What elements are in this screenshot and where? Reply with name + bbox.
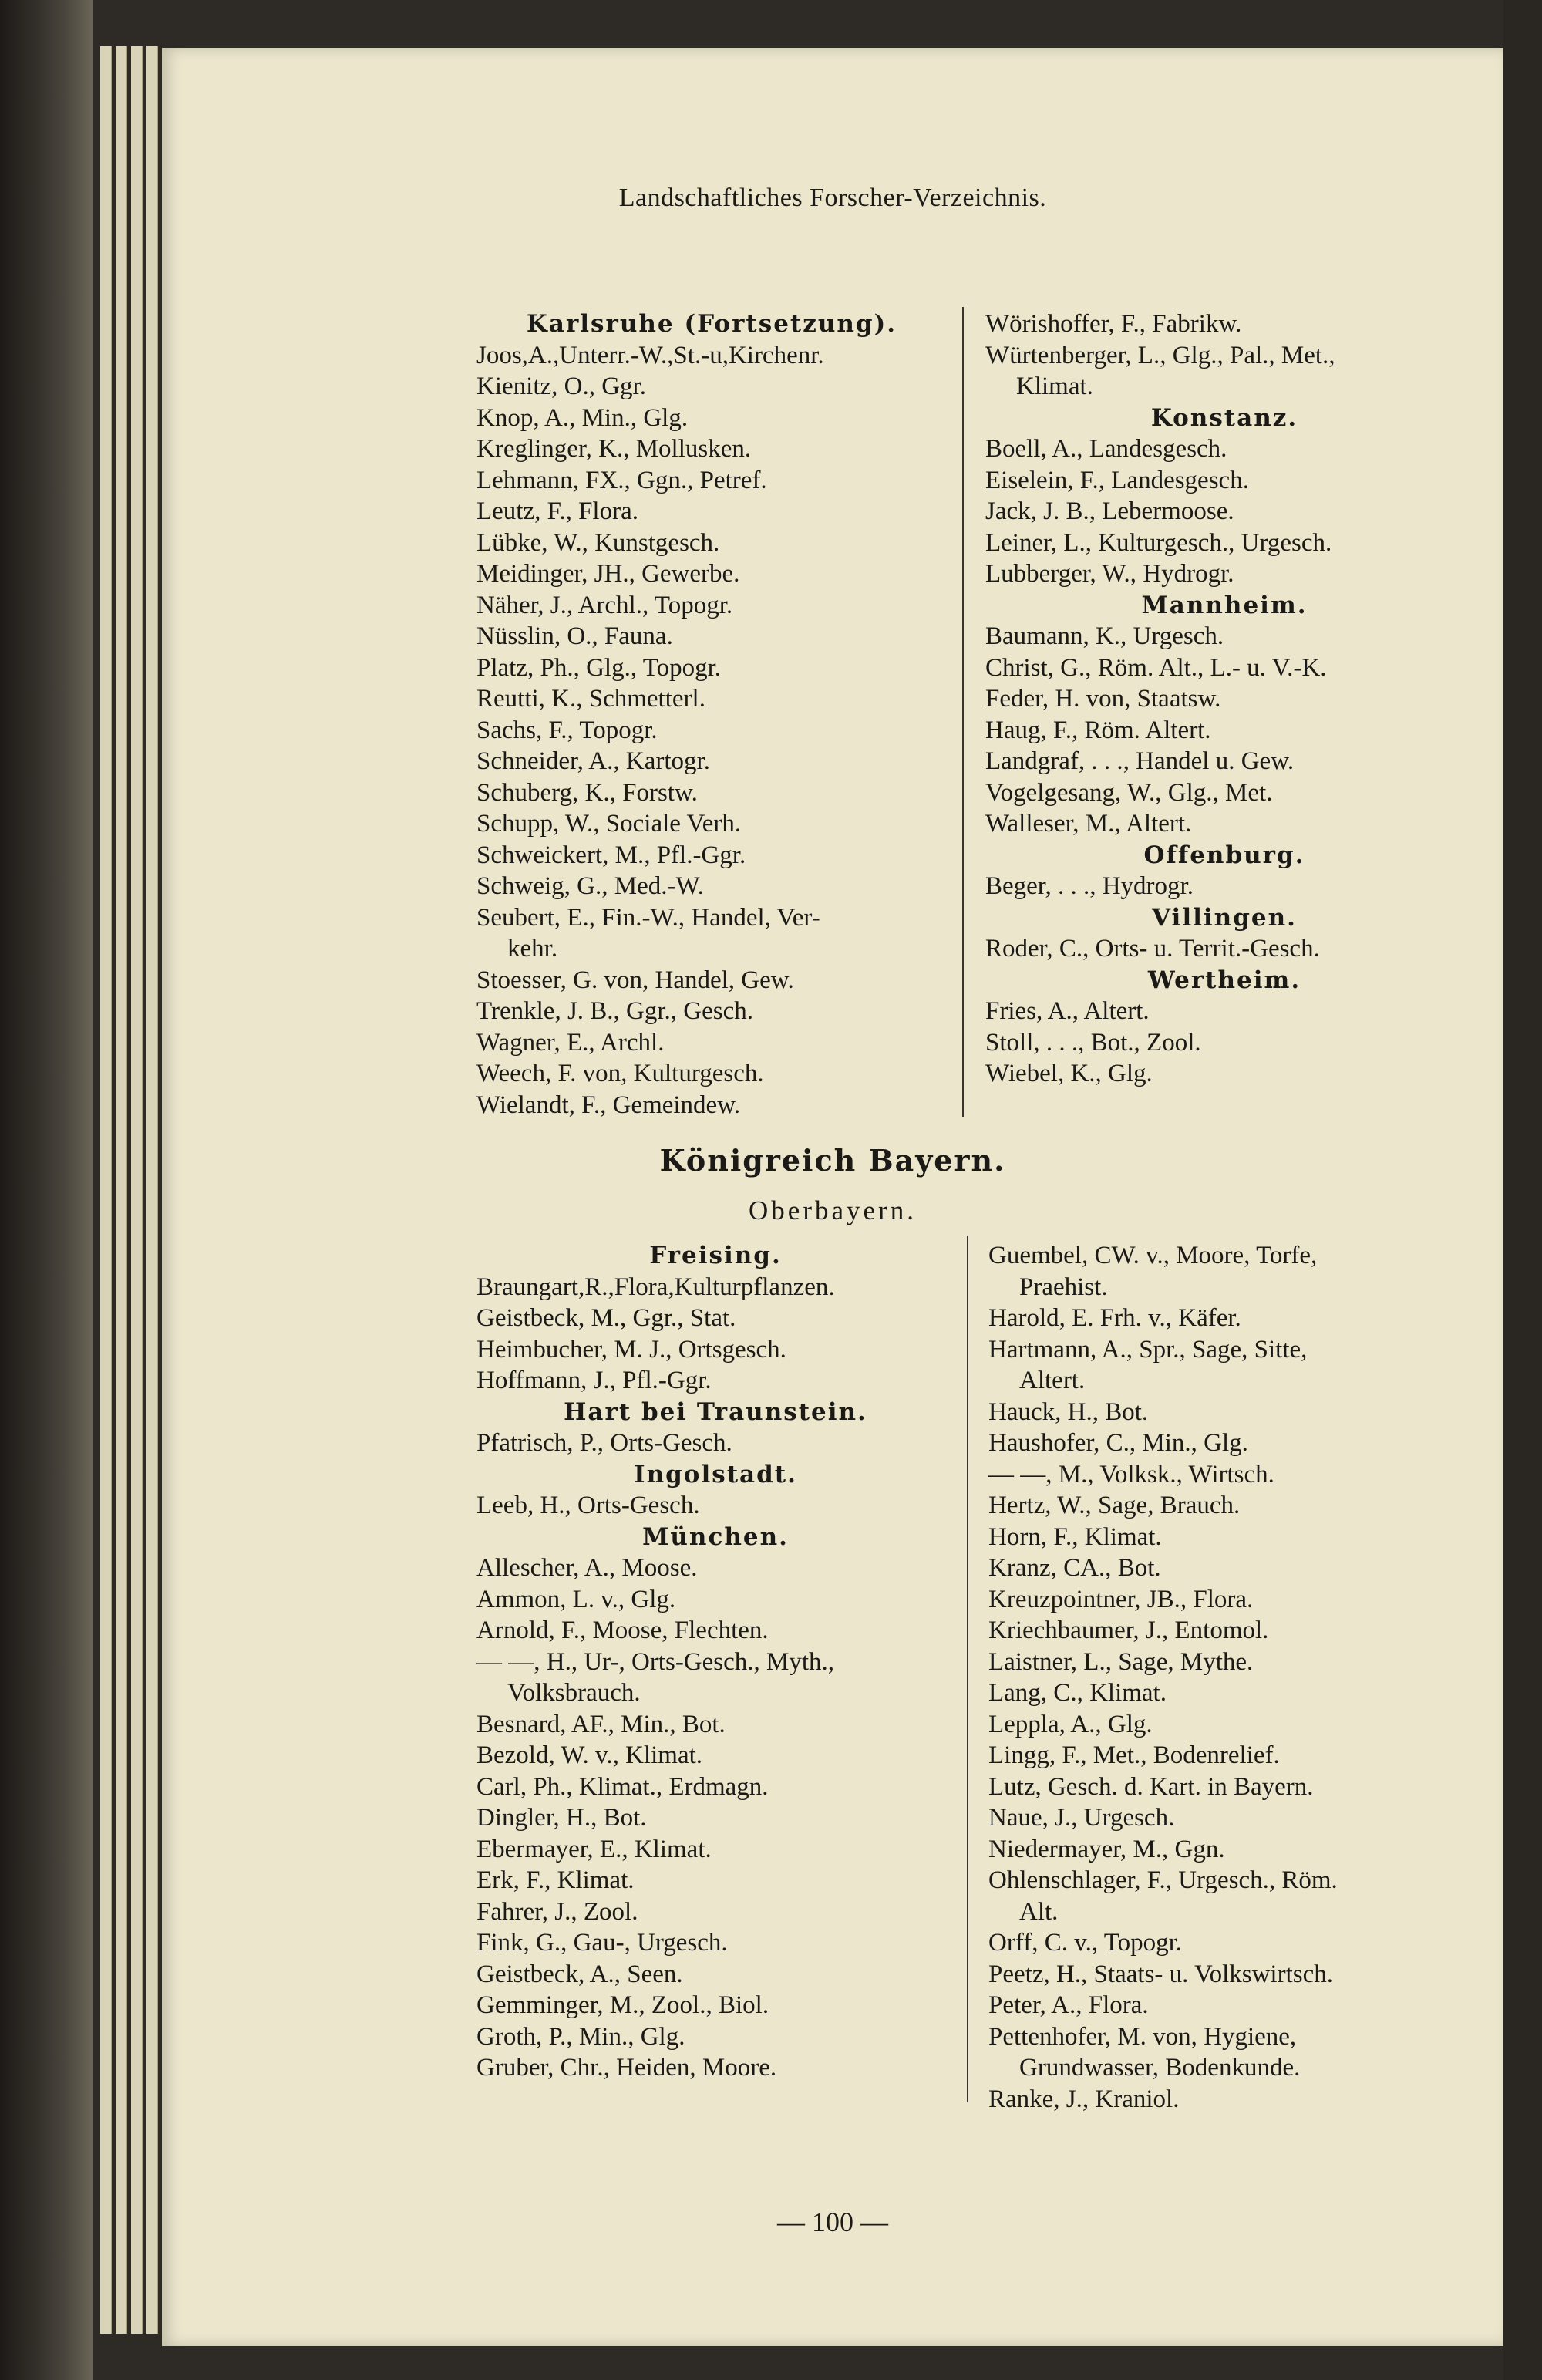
directory-entry: Gruber, Chr., Heiden, Moore. xyxy=(476,2054,777,2082)
directory-entry: Wielandt, F., Gemeindew. xyxy=(476,1091,741,1119)
place-heading: Wertheim. xyxy=(1147,966,1301,994)
directory-entry: Lang, C., Klimat. xyxy=(988,1679,1167,1707)
directory-entry: Pfatrisch, P., Orts-Gesch. xyxy=(476,1429,732,1457)
place-heading: Hart bei Traunstein. xyxy=(564,1397,867,1426)
directory-entry: Ammon, L. v., Glg. xyxy=(476,1585,676,1613)
directory-entry: — —, M., Volksk., Wirtsch. xyxy=(988,1460,1274,1488)
directory-entry: Haug, F., Röm. Altert. xyxy=(985,716,1211,744)
region-heading: Oberbayern. xyxy=(749,1195,917,1225)
directory-entry: Jack, J. B., Lebermoose. xyxy=(985,497,1234,525)
directory-entry: Heimbucher, M. J., Ortsgesch. xyxy=(476,1335,786,1364)
column-rule xyxy=(967,1236,968,2102)
directory-entry: Alt. xyxy=(1019,1897,1059,1926)
directory-entry: Wagner, E., Archl. xyxy=(476,1028,665,1057)
directory-entry: Wörishoffer, F., Fabrikw. xyxy=(985,310,1242,338)
directory-entry: Schupp, W., Sociale Verh. xyxy=(476,810,742,838)
kingdom-heading: Königreich Bayern. xyxy=(659,1143,1006,1178)
directory-entry: Feder, H. von, Staatsw. xyxy=(985,685,1221,713)
directory-entry: Leiner, L., Kulturgesch., Urgesch. xyxy=(985,528,1332,557)
directory-entry: Trenkle, J. B., Ggr., Gesch. xyxy=(476,997,754,1025)
directory-entry: Schneider, A., Kartogr. xyxy=(476,747,710,775)
scan-border xyxy=(1503,0,1542,2380)
place-heading: Karlsruhe (Fortsetzung). xyxy=(526,310,897,338)
directory-entry: Allescher, A., Moose. xyxy=(476,1554,698,1582)
place-heading: Ingolstadt. xyxy=(634,1460,797,1488)
directory-entry: Orff, C. v., Topogr. xyxy=(988,1929,1182,1957)
directory-entry: Leeb, H., Orts-Gesch. xyxy=(476,1492,700,1519)
column-rule xyxy=(962,307,964,1117)
page-edge xyxy=(116,46,127,2334)
karlsruhe-column xyxy=(476,308,947,1121)
directory-entry: Bezold, W. v., Klimat. xyxy=(476,1741,703,1769)
directory-entry: Stoll, . . ., Bot., Zool. xyxy=(985,1028,1201,1057)
place-heading: Villingen. xyxy=(1152,903,1297,932)
directory-entry: Gemminger, M., Zool., Biol. xyxy=(476,1991,769,2019)
directory-entry: Naue, J., Urgesch. xyxy=(988,1804,1175,1832)
directory-entry: Landgraf, . . ., Handel u. Gew. xyxy=(985,747,1295,775)
directory-entry: Volksbrauch. xyxy=(507,1679,641,1707)
directory-entry: Hertz, W., Sage, Brauch. xyxy=(988,1492,1241,1519)
directory-entry: Erk, F., Klimat. xyxy=(476,1866,635,1894)
directory-entry: Reutti, K., Schmetterl. xyxy=(476,685,705,713)
directory-entry: Hauck, H., Bot. xyxy=(988,1397,1149,1426)
page-edge xyxy=(146,46,158,2334)
directory-entry: Knop, A., Min., Glg. xyxy=(476,403,689,432)
book-spine-edge xyxy=(0,0,93,2380)
directory-entry: Walleser, M., Altert. xyxy=(985,810,1192,838)
directory-entry: Hoffmann, J., Pfl.-Ggr. xyxy=(476,1367,712,1394)
directory-entry: Peter, A., Flora. xyxy=(988,1991,1149,2019)
directory-entry: Sachs, F., Topogr. xyxy=(476,716,658,744)
directory-entry: Niedermayer, M., Ggn. xyxy=(988,1835,1225,1863)
directory-entry: Weech, F. von, Kulturgesch. xyxy=(476,1060,764,1087)
directory-entry: Seubert, E., Fin.-W., Handel, Ver- xyxy=(476,903,820,932)
directory-entry: Kreglinger, K., Mollusken. xyxy=(476,435,752,463)
directory-entry: Carl, Ph., Klimat., Erdmagn. xyxy=(476,1772,769,1801)
directory-entry: Harold, E. Frh. v., Käfer. xyxy=(988,1304,1241,1332)
place-heading: Offenburg. xyxy=(1143,841,1305,869)
directory-entry: Joos,A.,Unterr.-W.,St.-u,Kirchenr. xyxy=(476,341,824,369)
directory-entry: Ohlenschlager, F., Urgesch., Röm. xyxy=(988,1866,1338,1894)
directory-entry: Stoesser, G. von, Handel, Gew. xyxy=(476,966,794,994)
directory-entry: Boell, A., Landesgesch. xyxy=(985,435,1227,463)
directory-entry: Würtenberger, L., Glg., Pal., Met., xyxy=(985,341,1335,369)
directory-entry: Wiebel, K., Glg. xyxy=(985,1060,1153,1087)
directory-entry: Eiselein, F., Landesgesch. xyxy=(985,466,1249,494)
directory-entry: Geistbeck, A., Seen. xyxy=(476,1960,683,1988)
directory-entry: Schweickert, M., Pfl.-Ggr. xyxy=(476,841,746,869)
directory-entry: Peetz, H., Staats- u. Volkswirtsch. xyxy=(988,1960,1333,1988)
directory-entry: Guembel, CW. v., Moore, Torfe, xyxy=(988,1242,1318,1269)
directory-entry: Besnard, AF., Min., Bot. xyxy=(476,1710,726,1738)
directory-entry: Ranke, J., Kraniol. xyxy=(988,2085,1180,2113)
directory-entry: — —, H., Ur-, Orts-Gesch., Myth., xyxy=(476,1647,835,1676)
place-heading: München. xyxy=(642,1522,789,1551)
directory-entry: Klimat. xyxy=(1016,373,1093,400)
directory-entry: Kriechbaumer, J., Entomol. xyxy=(988,1616,1269,1644)
directory-entry: Baumann, K., Urgesch. xyxy=(985,622,1224,650)
place-heading: Freising. xyxy=(649,1242,782,1269)
directory-entry: Kranz, CA., Bot. xyxy=(988,1554,1161,1582)
directory-entry: Platz, Ph., Glg., Topogr. xyxy=(476,653,722,682)
directory-entry: Schweig, G., Med.-W. xyxy=(476,872,704,900)
directory-entry: Ebermayer, E., Klimat. xyxy=(476,1835,712,1863)
directory-entry: Braungart,R.,Flora,Kulturpflanzen. xyxy=(476,1273,835,1301)
directory-entry: Fries, A., Altert. xyxy=(985,997,1150,1025)
directory-entry: Arnold, F., Moose, Flechten. xyxy=(476,1616,769,1644)
directory-entry: Lubberger, W., Hydrogr. xyxy=(985,560,1234,588)
page-edge xyxy=(131,46,143,2334)
directory-entry: Roder, C., Orts- u. Territ.-Gesch. xyxy=(985,935,1320,962)
bayern-right-column xyxy=(988,1240,1466,2115)
directory-entry: Leutz, F., Flora. xyxy=(476,497,638,525)
directory-entry: Kienitz, O., Ggr. xyxy=(476,373,646,400)
directory-entry: Geistbeck, M., Ggr., Stat. xyxy=(476,1304,736,1332)
directory-entry: Näher, J., Archl., Topogr. xyxy=(476,591,733,619)
directory-entry: Lutz, Gesch. d. Kart. in Bayern. xyxy=(988,1772,1314,1801)
directory-entry: Hartmann, A., Spr., Sage, Sitte, xyxy=(988,1335,1308,1364)
directory-entry: Altert. xyxy=(1019,1367,1086,1394)
place-heading: Konstanz. xyxy=(1150,403,1298,432)
directory-entry: Fink, G., Gau-, Urgesch. xyxy=(476,1929,728,1957)
directory-entry: Dingler, H., Bot. xyxy=(476,1804,647,1832)
directory-entry: Meidinger, JH., Gewerbe. xyxy=(476,560,740,588)
directory-entry: Groth, P., Min., Glg. xyxy=(476,2022,685,2051)
page-number: — 100 — xyxy=(777,2206,888,2237)
running-head: Landschaftliches Forscher-Verzeichnis. xyxy=(618,184,1047,212)
directory-entry: Beger, . . ., Hydrogr. xyxy=(985,872,1194,900)
directory-entry: Praehist. xyxy=(1019,1273,1108,1301)
bayern-left-column xyxy=(476,1240,954,2084)
directory-entry: Lingg, F., Met., Bodenrelief. xyxy=(988,1741,1280,1769)
directory-entry: Pettenhofer, M. von, Hygiene, xyxy=(988,2022,1297,2051)
directory-entry: Nüsslin, O., Fauna. xyxy=(476,622,673,650)
place-heading: Mannheim. xyxy=(1141,591,1308,619)
directory-entry: Leppla, A., Glg. xyxy=(988,1710,1153,1738)
page-edge xyxy=(100,46,112,2334)
book-page xyxy=(162,48,1503,2346)
directory-entry: Schuberg, K., Forstw. xyxy=(476,778,698,807)
directory-entry: Christ, G., Röm. Alt., L.- u. V.-K. xyxy=(985,653,1327,682)
directory-entry: Fahrer, J., Zool. xyxy=(476,1897,638,1926)
directory-entry: Laistner, L., Sage, Mythe. xyxy=(988,1647,1254,1676)
baden-right-column xyxy=(985,308,1463,1090)
directory-entry: Horn, F., Klimat. xyxy=(988,1522,1162,1551)
directory-entry: Kreuzpointner, JB., Flora. xyxy=(988,1585,1254,1613)
directory-entry: kehr. xyxy=(507,935,558,962)
directory-entry: Lübke, W., Kunstgesch. xyxy=(476,528,720,557)
directory-entry: Grundwasser, Bodenkunde. xyxy=(1019,2054,1301,2082)
directory-entry: Vogelgesang, W., Glg., Met. xyxy=(985,778,1273,807)
directory-entry: Lehmann, FX., Ggn., Petref. xyxy=(476,466,767,494)
directory-entry: Haushofer, C., Min., Glg. xyxy=(988,1429,1248,1457)
